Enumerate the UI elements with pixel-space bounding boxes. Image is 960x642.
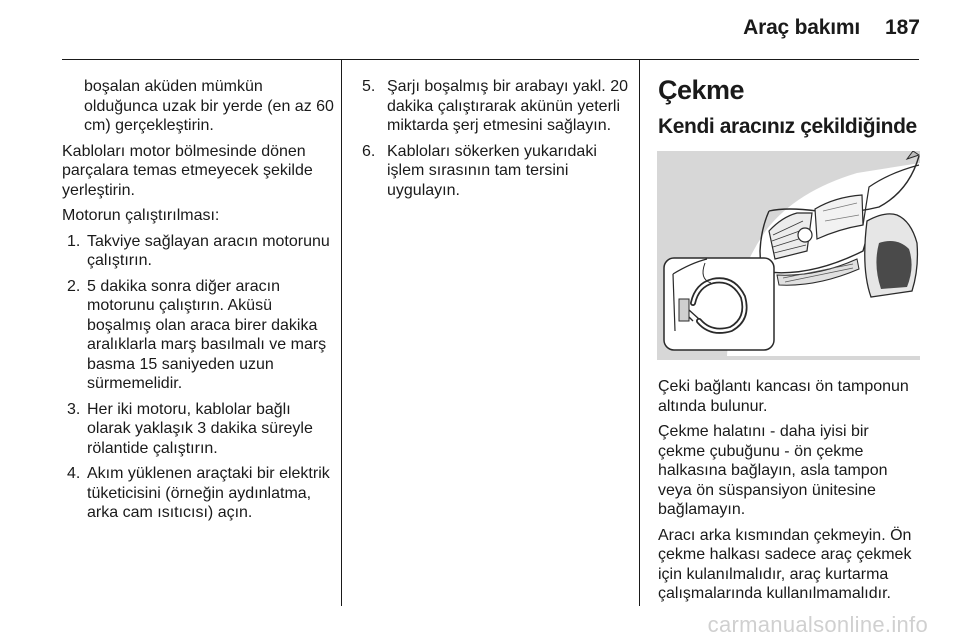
step-text: 5 dakika sonra diğer aracın motorunu çalıştırın. Aküsü boşalmış olan araca birer dakika aralıklarla marş basılmalı ve marş basma 15 saniyeden uzun sürmemelidir. — [87, 277, 327, 392]
continued-text: boşalan aküden mümkün olduğunca uzak bir yerde (en az 60 cm) gerçekleştirin. — [84, 78, 334, 134]
page-header-title: Araç bakımı — [743, 16, 860, 39]
step-text: Kabloları sökerken yukarıdaki işlem sırasının tam tersini uygulayın. — [387, 142, 597, 199]
step-number: 2. — [67, 277, 81, 295]
step-number: 1. — [67, 232, 81, 250]
step-list-left — [67, 232, 334, 523]
list-item — [67, 277, 334, 394]
towing-eye-illustration — [657, 151, 920, 360]
list-item — [362, 142, 630, 201]
list-item — [67, 400, 334, 459]
step-number: 6. — [362, 142, 376, 160]
step-number: 3. — [67, 400, 81, 418]
column-right-body — [658, 377, 920, 610]
header-rule — [62, 59, 919, 60]
step-list-middle — [362, 77, 630, 200]
paragraph-cables: Kabloları motor bölmesinde dönen parçalara temas etmeyecek şekilde yerleştirin. — [62, 142, 313, 199]
step-number: 4. — [67, 465, 81, 482]
subsection-title: Kendi aracınız çekildiğinde — [658, 115, 917, 138]
paragraph-starting: Motorun çalıştırılması: — [62, 207, 220, 224]
step-number: 5. — [362, 78, 376, 95]
step-text: Şarjı boşalmış bir arabayı yakl. 20 dakika çalıştırarak akünün yeterli miktarda şerj etmesini sağlayın. — [387, 78, 628, 134]
page-number: 187 — [884, 16, 920, 39]
column-right-heading — [658, 73, 920, 141]
step-text: Her iki motoru, kablolar bağlı olarak yaklaşık 3 dakika süreyle rölantide çalıştırın. — [87, 400, 313, 457]
step-text: Takviye sağlayan aracın motorunu çalıştırın. — [87, 232, 330, 269]
list-item — [67, 232, 334, 271]
watermark: carmanualsonline.info — [707, 612, 928, 637]
paragraph-towing-warning: Aracı arka kısmından çekmeyin. Ön çekme halkası sadece araç çekmek için kulanılmalıdır, araç kurtarma çalışmalarında kullanılmamalıdır. — [658, 526, 912, 602]
list-item — [67, 464, 334, 523]
column-divider-1 — [341, 60, 342, 606]
list-item — [362, 77, 630, 136]
step-text: Akım yüklenen araçtaki bir elektrik tüketicisini (örneğin aydınlatma, arka cam ısıtıcısı) açın. — [87, 465, 330, 521]
column-middle — [362, 77, 630, 206]
paragraph-towing-eye: Çeki bağlantı kancası ön tamponun altında bulunur. — [658, 378, 909, 415]
paragraph-towing-rope: Çekme halatını - daha iyisi bir çekme çubuğunu - ön çekme halkasına bağlayın, asla tampon veya ön süspansiyon ünitesine bağlamayın. — [658, 423, 888, 518]
column-left — [62, 77, 334, 529]
section-title: Çekme — [658, 75, 745, 105]
column-divider-2 — [639, 60, 640, 606]
